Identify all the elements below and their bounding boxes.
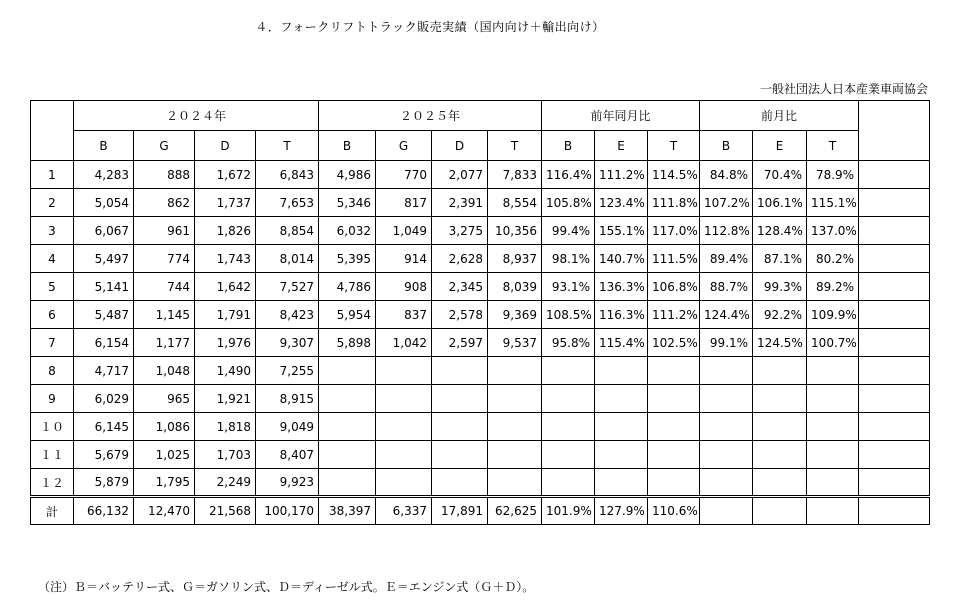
cell-2024: 5,141	[74, 273, 134, 301]
header-2024-b: B	[74, 131, 134, 161]
cell-mom: 107.2%	[700, 189, 753, 217]
cell-yoy	[595, 357, 648, 385]
cell-2025: 8,937	[488, 245, 542, 273]
cell-yoy: 140.7%	[595, 245, 648, 273]
cell-2025: 2,391	[432, 189, 488, 217]
cell-2024: 888	[134, 161, 195, 189]
cell-yoy	[648, 413, 700, 441]
cell-2024: 1,791	[195, 301, 256, 329]
cell-2025: 1,049	[376, 217, 432, 245]
row-label: 2	[31, 189, 74, 217]
cell-2024: 965	[134, 385, 195, 413]
cell-extra	[859, 469, 930, 497]
row-label: 8	[31, 357, 74, 385]
cell-2024: 961	[134, 217, 195, 245]
cell-2025	[376, 441, 432, 469]
cell-yoy	[648, 469, 700, 497]
cell-mom: 80.2%	[807, 245, 859, 273]
cell-2025: 6,337	[376, 497, 432, 525]
cell-extra	[859, 189, 930, 217]
cell-yoy: 115.4%	[595, 329, 648, 357]
cell-mom	[807, 441, 859, 469]
cell-mom: 128.4%	[753, 217, 807, 245]
cell-2024: 1,048	[134, 357, 195, 385]
cell-yoy	[595, 413, 648, 441]
cell-yoy: 116.4%	[542, 161, 595, 189]
header-yoy-e: E	[595, 131, 648, 161]
cell-yoy: 111.2%	[648, 301, 700, 329]
cell-mom: 70.4%	[753, 161, 807, 189]
cell-2025: 5,954	[319, 301, 376, 329]
cell-2024: 1,145	[134, 301, 195, 329]
table-row	[31, 161, 930, 189]
cell-2024: 1,795	[134, 469, 195, 497]
cell-mom	[700, 441, 753, 469]
cell-mom: 112.8%	[700, 217, 753, 245]
cell-2024: 7,527	[256, 273, 319, 301]
cell-mom: 100.7%	[807, 329, 859, 357]
cell-extra	[859, 441, 930, 469]
cell-mom	[807, 497, 859, 525]
row-label: 9	[31, 385, 74, 413]
cell-2025	[488, 469, 542, 497]
cell-yoy	[595, 441, 648, 469]
cell-yoy: 117.0%	[648, 217, 700, 245]
table-row	[31, 273, 930, 301]
cell-2025: 8,554	[488, 189, 542, 217]
cell-mom	[807, 469, 859, 497]
cell-extra	[859, 329, 930, 357]
cell-mom	[807, 357, 859, 385]
cell-2025	[319, 357, 376, 385]
cell-yoy: 102.5%	[648, 329, 700, 357]
cell-mom	[753, 441, 807, 469]
cell-2024: 1,642	[195, 273, 256, 301]
header-2025-g: G	[376, 131, 432, 161]
row-label: 4	[31, 245, 74, 273]
cell-mom: 89.4%	[700, 245, 753, 273]
cell-yoy: 110.6%	[648, 497, 700, 525]
report-title: ４．フォークリフトトラック販売実績（国内向け＋輸出向け）	[255, 20, 605, 34]
cell-2024: 2,249	[195, 469, 256, 497]
cell-mom: 92.2%	[753, 301, 807, 329]
cell-2024: 1,976	[195, 329, 256, 357]
cell-yoy: 136.3%	[595, 273, 648, 301]
cell-2024: 5,879	[74, 469, 134, 497]
cell-yoy: 98.1%	[542, 245, 595, 273]
cell-extra	[859, 497, 930, 525]
cell-mom	[807, 385, 859, 413]
header-group-2025: ２０２５年	[319, 101, 542, 131]
cell-2025: 38,397	[319, 497, 376, 525]
cell-2024: 7,653	[256, 189, 319, 217]
cell-mom	[700, 413, 753, 441]
cell-2025: 914	[376, 245, 432, 273]
cell-2025	[376, 357, 432, 385]
cell-2025	[488, 413, 542, 441]
cell-2024: 774	[134, 245, 195, 273]
cell-yoy	[648, 385, 700, 413]
cell-mom: 88.7%	[700, 273, 753, 301]
header-2024-t: T	[256, 131, 319, 161]
header-mom-b: B	[700, 131, 753, 161]
cell-mom: 124.5%	[753, 329, 807, 357]
cell-2025	[319, 441, 376, 469]
cell-mom	[807, 413, 859, 441]
cell-2025: 5,346	[319, 189, 376, 217]
header-group-yoy: 前年同月比	[542, 101, 700, 131]
cell-mom	[700, 357, 753, 385]
cell-2025: 817	[376, 189, 432, 217]
cell-yoy: 95.8%	[542, 329, 595, 357]
cell-2025: 10,356	[488, 217, 542, 245]
cell-2024: 1,177	[134, 329, 195, 357]
organization-name: 一般社団法人日本産業車両協会	[759, 82, 928, 96]
row-label: １１	[31, 441, 74, 469]
cell-2025: 5,395	[319, 245, 376, 273]
cell-2025: 4,986	[319, 161, 376, 189]
cell-2025	[432, 441, 488, 469]
cell-2025: 3,275	[432, 217, 488, 245]
cell-2024: 6,843	[256, 161, 319, 189]
row-label: 5	[31, 273, 74, 301]
cell-2024: 862	[134, 189, 195, 217]
table-row	[31, 301, 930, 329]
cell-2024: 1,672	[195, 161, 256, 189]
cell-2025: 837	[376, 301, 432, 329]
cell-2024: 6,154	[74, 329, 134, 357]
forklift-sales-table	[30, 100, 930, 525]
cell-2025	[432, 413, 488, 441]
cell-mom	[753, 385, 807, 413]
header-group-2024: ２０２４年	[74, 101, 319, 131]
cell-2025: 62,625	[488, 497, 542, 525]
cell-extra	[859, 357, 930, 385]
cell-2025	[432, 357, 488, 385]
cell-yoy: 108.5%	[542, 301, 595, 329]
header-2025-d: D	[432, 131, 488, 161]
cell-2024: 5,497	[74, 245, 134, 273]
header-row-sub	[31, 131, 930, 161]
cell-mom: 99.1%	[700, 329, 753, 357]
cell-2025: 2,578	[432, 301, 488, 329]
cell-extra	[859, 413, 930, 441]
cell-yoy	[542, 441, 595, 469]
cell-mom	[700, 385, 753, 413]
cell-2025: 17,891	[432, 497, 488, 525]
cell-2024: 1,921	[195, 385, 256, 413]
cell-2025: 7,833	[488, 161, 542, 189]
cell-yoy	[595, 385, 648, 413]
cell-2025: 9,369	[488, 301, 542, 329]
cell-extra	[859, 385, 930, 413]
table-row	[31, 357, 930, 385]
cell-2025: 8,039	[488, 273, 542, 301]
row-label: １２	[31, 469, 74, 497]
cell-2024: 1,737	[195, 189, 256, 217]
cell-2024: 6,145	[74, 413, 134, 441]
cell-2025	[319, 469, 376, 497]
cell-2025	[488, 385, 542, 413]
cell-2024: 5,487	[74, 301, 134, 329]
cell-yoy: 114.5%	[648, 161, 700, 189]
row-label: 6	[31, 301, 74, 329]
cell-2024: 1,490	[195, 357, 256, 385]
row-label: １０	[31, 413, 74, 441]
table-row	[31, 189, 930, 217]
cell-2024: 1,703	[195, 441, 256, 469]
table-row	[31, 469, 930, 497]
row-label: 1	[31, 161, 74, 189]
cell-2024: 1,086	[134, 413, 195, 441]
cell-2025	[432, 469, 488, 497]
header-month-corner	[31, 101, 74, 161]
cell-2024: 8,407	[256, 441, 319, 469]
cell-2025: 2,077	[432, 161, 488, 189]
table-row	[31, 413, 930, 441]
cell-yoy: 155.1%	[595, 217, 648, 245]
cell-extra	[859, 161, 930, 189]
cell-2024: 21,568	[195, 497, 256, 525]
cell-extra	[859, 301, 930, 329]
cell-mom: 106.1%	[753, 189, 807, 217]
cell-2024: 9,049	[256, 413, 319, 441]
cell-2025	[488, 357, 542, 385]
cell-2025: 9,537	[488, 329, 542, 357]
cell-2024: 8,854	[256, 217, 319, 245]
cell-2025: 4,786	[319, 273, 376, 301]
cell-mom: 137.0%	[807, 217, 859, 245]
cell-mom	[753, 469, 807, 497]
cell-2025: 908	[376, 273, 432, 301]
cell-yoy: 111.8%	[648, 189, 700, 217]
cell-2024: 8,915	[256, 385, 319, 413]
cell-yoy: 127.9%	[595, 497, 648, 525]
header-mom-e: E	[753, 131, 807, 161]
cell-2025: 1,042	[376, 329, 432, 357]
cell-2024: 4,717	[74, 357, 134, 385]
cell-mom: 78.9%	[807, 161, 859, 189]
cell-mom: 115.1%	[807, 189, 859, 217]
cell-mom	[700, 497, 753, 525]
cell-mom: 89.2%	[807, 273, 859, 301]
cell-yoy	[542, 357, 595, 385]
cell-yoy	[542, 469, 595, 497]
cell-yoy	[542, 413, 595, 441]
cell-2025	[376, 469, 432, 497]
cell-mom	[753, 413, 807, 441]
header-2024-d: D	[195, 131, 256, 161]
cell-yoy	[542, 385, 595, 413]
cell-2025	[319, 413, 376, 441]
cell-mom	[753, 357, 807, 385]
cell-2024: 66,132	[74, 497, 134, 525]
cell-yoy	[595, 469, 648, 497]
cell-extra	[859, 273, 930, 301]
cell-yoy: 93.1%	[542, 273, 595, 301]
cell-extra	[859, 217, 930, 245]
cell-2024: 9,923	[256, 469, 319, 497]
cell-mom	[753, 497, 807, 525]
header-2025-t: T	[488, 131, 542, 161]
cell-2024: 9,307	[256, 329, 319, 357]
header-extra-corner	[859, 101, 930, 161]
cell-yoy: 105.8%	[542, 189, 595, 217]
total-row	[31, 497, 930, 525]
cell-yoy: 111.2%	[595, 161, 648, 189]
cell-yoy: 99.4%	[542, 217, 595, 245]
header-mom-t: T	[807, 131, 859, 161]
cell-2025	[432, 385, 488, 413]
table-row	[31, 217, 930, 245]
header-2025-b: B	[319, 131, 376, 161]
cell-2024: 100,170	[256, 497, 319, 525]
cell-2025	[376, 413, 432, 441]
table-row	[31, 385, 930, 413]
row-label: 計	[31, 497, 74, 525]
cell-2025	[488, 441, 542, 469]
header-row-groups	[31, 101, 930, 131]
cell-2025	[376, 385, 432, 413]
footnote: （注）Ｂ＝バッテリー式、Ｇ＝ガソリン式、Ｄ＝ディーゼル式。Ｅ＝エンジン式（Ｇ＋Ｄ）。	[38, 580, 535, 594]
cell-mom: 84.8%	[700, 161, 753, 189]
cell-mom	[700, 469, 753, 497]
row-label: 7	[31, 329, 74, 357]
cell-2025: 2,628	[432, 245, 488, 273]
cell-mom: 109.9%	[807, 301, 859, 329]
cell-yoy: 116.3%	[595, 301, 648, 329]
cell-2024: 6,067	[74, 217, 134, 245]
cell-2024: 8,423	[256, 301, 319, 329]
cell-mom: 124.4%	[700, 301, 753, 329]
cell-2025: 2,597	[432, 329, 488, 357]
cell-2024: 1,743	[195, 245, 256, 273]
cell-yoy: 106.8%	[648, 273, 700, 301]
table-row	[31, 329, 930, 357]
cell-2024: 1,025	[134, 441, 195, 469]
cell-2025: 6,032	[319, 217, 376, 245]
cell-2024: 1,818	[195, 413, 256, 441]
cell-2024: 7,255	[256, 357, 319, 385]
header-group-mom: 前月比	[700, 101, 859, 131]
cell-yoy: 123.4%	[595, 189, 648, 217]
cell-2024: 1,826	[195, 217, 256, 245]
cell-yoy: 111.5%	[648, 245, 700, 273]
header-2024-g: G	[134, 131, 195, 161]
cell-yoy	[648, 357, 700, 385]
cell-mom: 87.1%	[753, 245, 807, 273]
cell-2025: 770	[376, 161, 432, 189]
cell-2024: 8,014	[256, 245, 319, 273]
cell-2024: 5,679	[74, 441, 134, 469]
cell-extra	[859, 245, 930, 273]
header-yoy-b: B	[542, 131, 595, 161]
header-yoy-t: T	[648, 131, 700, 161]
cell-2024: 5,054	[74, 189, 134, 217]
cell-2024: 6,029	[74, 385, 134, 413]
cell-2025	[319, 385, 376, 413]
cell-2024: 12,470	[134, 497, 195, 525]
cell-yoy: 101.9%	[542, 497, 595, 525]
cell-2025: 2,345	[432, 273, 488, 301]
cell-yoy	[648, 441, 700, 469]
table-row	[31, 245, 930, 273]
cell-2024: 4,283	[74, 161, 134, 189]
cell-mom: 99.3%	[753, 273, 807, 301]
row-label: 3	[31, 217, 74, 245]
cell-2025: 5,898	[319, 329, 376, 357]
table-row	[31, 441, 930, 469]
cell-2024: 744	[134, 273, 195, 301]
